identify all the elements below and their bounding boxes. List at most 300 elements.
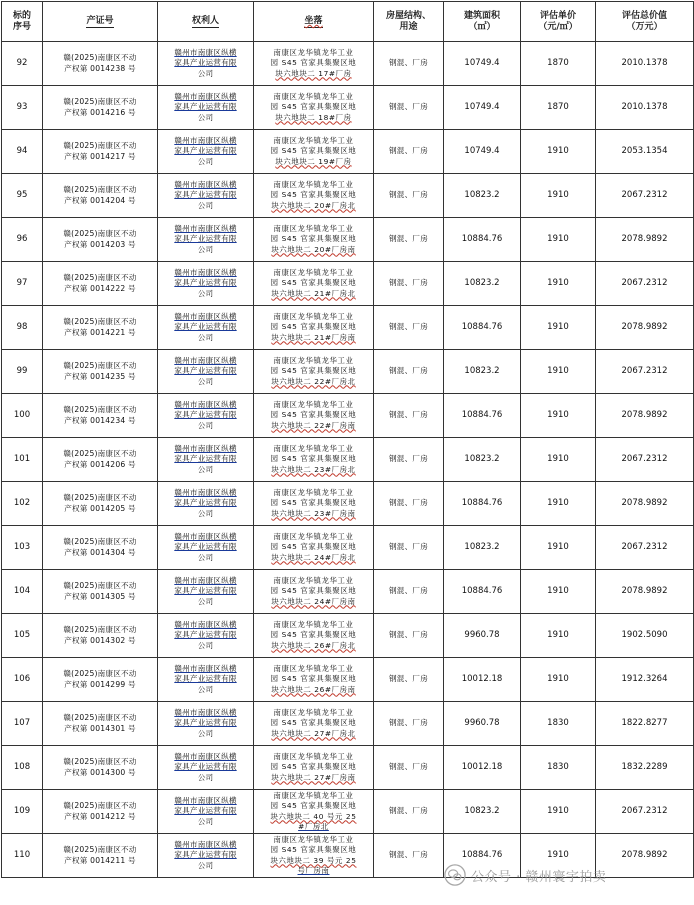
location-line: 园 S45 官家具集聚区地 bbox=[270, 322, 357, 332]
owner-line: 公司 bbox=[197, 420, 214, 430]
seq-cell: 101 bbox=[2, 438, 43, 482]
owner-line: 公司 bbox=[197, 816, 214, 826]
header-seq: 标的 序号 bbox=[2, 2, 43, 42]
seq-cell: 99 bbox=[2, 350, 43, 394]
cert-line: 产权第 0014299 号 bbox=[64, 679, 136, 689]
owner-line: 公司 bbox=[197, 200, 214, 210]
total-cell: 2078.9892 bbox=[596, 218, 694, 262]
table-row bbox=[2, 482, 694, 526]
unit-price-cell: 1910 bbox=[521, 570, 596, 614]
cert-line: 产权第 0014203 号 bbox=[64, 239, 136, 249]
total-cell: 1902.5090 bbox=[596, 614, 694, 658]
owner-line: 公司 bbox=[197, 728, 214, 738]
cert-cell bbox=[43, 130, 158, 174]
owner-line: 赣州市南康区纵横 bbox=[174, 48, 237, 58]
total-cell: 2078.9892 bbox=[596, 482, 694, 526]
unit-price-cell: 1910 bbox=[521, 218, 596, 262]
cert-line: 产权第 0014217 号 bbox=[64, 151, 136, 161]
table-row bbox=[2, 614, 694, 658]
cert-line: 产权第 0014204 号 bbox=[64, 195, 136, 205]
location-line: 南康区龙华镇龙华工业 bbox=[273, 268, 354, 278]
header-cert: 产证号 bbox=[43, 2, 158, 42]
location-line: 园 S45 官家具集聚区地 bbox=[270, 278, 357, 288]
owner-line: 家具产业运营有限 bbox=[174, 278, 237, 288]
total-cell: 2067.2312 bbox=[596, 438, 694, 482]
header-total: 评估总价值 （万元） bbox=[596, 2, 694, 42]
cert-line: 赣(2025)南康区不动 bbox=[63, 493, 137, 503]
cert-cell bbox=[43, 746, 158, 790]
location-line: 园 S45 官家具集聚区地 bbox=[270, 410, 357, 420]
cert-line: 赣(2025)南康区不动 bbox=[63, 581, 137, 591]
owner-line: 公司 bbox=[197, 156, 214, 166]
location-line: 园 S45 官家具集聚区地 bbox=[270, 630, 357, 640]
owner-cell bbox=[158, 306, 254, 350]
location-cell bbox=[254, 482, 374, 526]
owner-cell bbox=[158, 218, 254, 262]
owner-line: 家具产业运营有限 bbox=[174, 322, 237, 332]
unit-price-cell: 1870 bbox=[521, 86, 596, 130]
owner-line: 家具产业运营有限 bbox=[174, 718, 237, 728]
owner-line: 赣州市南康区纵横 bbox=[174, 796, 237, 806]
structure-cell: 钢混、厂房 bbox=[374, 130, 444, 174]
cert-cell bbox=[43, 86, 158, 130]
owner-cell bbox=[158, 526, 254, 570]
owner-line: 家具产业运营有限 bbox=[174, 850, 237, 860]
cert-line: 产权第 0014211 号 bbox=[64, 855, 136, 865]
total-cell: 2078.9892 bbox=[596, 306, 694, 350]
owner-line: 家具产业运营有限 bbox=[174, 498, 237, 508]
location-cell bbox=[254, 702, 374, 746]
structure-cell: 钢混、厂房 bbox=[374, 746, 444, 790]
unit-price-cell: 1910 bbox=[521, 438, 596, 482]
location-line: 园 S45 官家具集聚区地 bbox=[270, 366, 357, 376]
seq-cell: 109 bbox=[2, 790, 43, 834]
cert-cell bbox=[43, 350, 158, 394]
cert-cell bbox=[43, 174, 158, 218]
cert-cell bbox=[43, 702, 158, 746]
area-cell: 10823.2 bbox=[444, 438, 521, 482]
owner-line: 赣州市南康区纵横 bbox=[174, 664, 237, 674]
owner-line: 赣州市南康区纵横 bbox=[174, 752, 237, 762]
cert-line: 赣(2025)南康区不动 bbox=[63, 713, 137, 723]
location-line: 南康区龙华镇龙华工业 bbox=[273, 180, 354, 190]
total-cell: 1822.8277 bbox=[596, 702, 694, 746]
owner-cell bbox=[158, 746, 254, 790]
table-row bbox=[2, 306, 694, 350]
owner-cell bbox=[158, 350, 254, 394]
owner-line: 赣州市南康区纵横 bbox=[174, 180, 237, 190]
location-line: 南康区龙华镇龙华工业 bbox=[273, 620, 354, 630]
area-cell: 10823.2 bbox=[444, 790, 521, 834]
cert-line: 产权第 0014304 号 bbox=[64, 547, 136, 557]
structure-cell: 钢混、厂房 bbox=[374, 394, 444, 438]
table-row bbox=[2, 262, 694, 306]
area-cell: 10749.4 bbox=[444, 86, 521, 130]
location-line: 南康区龙华镇龙华工业 bbox=[273, 576, 354, 586]
owner-line: 赣州市南康区纵横 bbox=[174, 488, 237, 498]
cert-cell bbox=[43, 218, 158, 262]
location-line: #厂房北 bbox=[298, 821, 329, 831]
cert-cell bbox=[43, 482, 158, 526]
owner-line: 家具产业运营有限 bbox=[174, 674, 237, 684]
location-line: 南康区龙华镇龙华工业 bbox=[273, 532, 354, 542]
owner-line: 家具产业运营有限 bbox=[174, 234, 237, 244]
area-cell: 10823.2 bbox=[444, 526, 521, 570]
cert-cell bbox=[43, 658, 158, 702]
owner-line: 家具产业运营有限 bbox=[174, 454, 237, 464]
structure-cell: 钢混、厂房 bbox=[374, 834, 444, 878]
location-cell bbox=[254, 262, 374, 306]
structure-cell: 钢混、厂房 bbox=[374, 218, 444, 262]
structure-cell: 钢混、厂房 bbox=[374, 702, 444, 746]
owner-line: 家具产业运营有限 bbox=[174, 146, 237, 156]
owner-line: 公司 bbox=[197, 68, 214, 78]
total-cell: 2067.2312 bbox=[596, 174, 694, 218]
owner-cell bbox=[158, 834, 254, 878]
table-row bbox=[2, 438, 694, 482]
cert-line: 赣(2025)南康区不动 bbox=[63, 449, 137, 459]
owner-cell bbox=[158, 394, 254, 438]
location-cell bbox=[254, 614, 374, 658]
owner-line: 赣州市南康区纵横 bbox=[174, 136, 237, 146]
location-line: 块六地块二 18#厂房 bbox=[275, 112, 352, 122]
cert-line: 产权第 0014234 号 bbox=[64, 415, 136, 425]
owner-cell bbox=[158, 570, 254, 614]
cert-cell bbox=[43, 790, 158, 834]
location-line: 块六地块二 23#厂房南 bbox=[271, 508, 356, 518]
table-row bbox=[2, 350, 694, 394]
unit-price-cell: 1910 bbox=[521, 306, 596, 350]
location-line: 南康区龙华镇龙华工业 bbox=[273, 708, 354, 718]
structure-cell: 钢混、厂房 bbox=[374, 174, 444, 218]
cert-line: 产权第 0014216 号 bbox=[64, 107, 136, 117]
area-cell: 10823.2 bbox=[444, 350, 521, 394]
location-line: 块六地块二 24#厂房南 bbox=[271, 596, 356, 606]
owner-line: 赣州市南康区纵横 bbox=[174, 532, 237, 542]
owner-cell bbox=[158, 482, 254, 526]
unit-price-cell: 1910 bbox=[521, 790, 596, 834]
structure-cell: 钢混、厂房 bbox=[374, 86, 444, 130]
structure-cell: 钢混、厂房 bbox=[374, 438, 444, 482]
owner-line: 家具产业运营有限 bbox=[174, 586, 237, 596]
owner-line: 赣州市南康区纵横 bbox=[174, 224, 237, 234]
owner-line: 家具产业运营有限 bbox=[174, 190, 237, 200]
location-line: 园 S45 官家具集聚区地 bbox=[270, 498, 357, 508]
location-line: 园 S45 官家具集聚区地 bbox=[270, 845, 357, 855]
area-cell: 10884.76 bbox=[444, 218, 521, 262]
owner-line: 家具产业运营有限 bbox=[174, 762, 237, 772]
structure-cell: 钢混、厂房 bbox=[374, 526, 444, 570]
structure-cell: 钢混、厂房 bbox=[374, 614, 444, 658]
owner-cell bbox=[158, 130, 254, 174]
owner-line: 公司 bbox=[197, 508, 214, 518]
property-table bbox=[1, 1, 694, 878]
owner-line: 家具产业运营有限 bbox=[174, 630, 237, 640]
area-cell: 10749.4 bbox=[444, 42, 521, 86]
owner-cell bbox=[158, 42, 254, 86]
table-row bbox=[2, 174, 694, 218]
seq-cell: 107 bbox=[2, 702, 43, 746]
location-line: 南康区龙华镇龙华工业 bbox=[273, 835, 354, 845]
structure-cell: 钢混、厂房 bbox=[374, 350, 444, 394]
cert-line: 产权第 0014238 号 bbox=[64, 63, 136, 73]
area-cell: 10823.2 bbox=[444, 174, 521, 218]
location-line: 园 S45 官家具集聚区地 bbox=[270, 102, 357, 112]
owner-line: 赣州市南康区纵横 bbox=[174, 312, 237, 322]
location-line: 块六地块二 40 号元 25 bbox=[270, 811, 357, 821]
area-cell: 10012.18 bbox=[444, 658, 521, 702]
location-line: 南康区龙华镇龙华工业 bbox=[273, 224, 354, 234]
header-owner: 权利人 bbox=[158, 2, 254, 42]
location-line: 块六地块二 20#厂房南 bbox=[271, 244, 356, 254]
structure-cell: 钢混、厂房 bbox=[374, 790, 444, 834]
unit-price-cell: 1910 bbox=[521, 614, 596, 658]
owner-cell bbox=[158, 702, 254, 746]
location-line: 块六地块二 24#厂房北 bbox=[271, 552, 356, 562]
owner-line: 赣州市南康区纵横 bbox=[174, 620, 237, 630]
location-line: 块六地块二 26#厂房南 bbox=[271, 684, 356, 694]
area-cell: 10012.18 bbox=[444, 746, 521, 790]
owner-cell bbox=[158, 174, 254, 218]
location-cell bbox=[254, 658, 374, 702]
cert-line: 赣(2025)南康区不动 bbox=[63, 537, 137, 547]
location-line: 园 S45 官家具集聚区地 bbox=[270, 190, 357, 200]
seq-cell: 93 bbox=[2, 86, 43, 130]
table-row bbox=[2, 42, 694, 86]
unit-price-cell: 1830 bbox=[521, 702, 596, 746]
owner-line: 公司 bbox=[197, 860, 214, 870]
location-line: 块六地块二 17#厂房 bbox=[275, 68, 352, 78]
location-cell bbox=[254, 834, 374, 878]
table-row bbox=[2, 570, 694, 614]
location-line: 块六地块二 19#厂房 bbox=[275, 156, 352, 166]
location-line: 块六地块二 27#厂房北 bbox=[271, 728, 356, 738]
total-cell: 2010.1378 bbox=[596, 86, 694, 130]
area-cell: 10884.76 bbox=[444, 306, 521, 350]
cert-line: 产权第 0014222 号 bbox=[64, 283, 136, 293]
cert-cell bbox=[43, 614, 158, 658]
location-cell bbox=[254, 746, 374, 790]
cert-line: 产权第 0014206 号 bbox=[64, 459, 136, 469]
location-line: 南康区龙华镇龙华工业 bbox=[273, 48, 354, 58]
seq-cell: 108 bbox=[2, 746, 43, 790]
location-line: 南康区龙华镇龙华工业 bbox=[273, 356, 354, 366]
cert-line: 产权第 0014235 号 bbox=[64, 371, 136, 381]
total-cell: 2078.9892 bbox=[596, 834, 694, 878]
seq-cell: 106 bbox=[2, 658, 43, 702]
area-cell: 9960.78 bbox=[444, 702, 521, 746]
owner-line: 公司 bbox=[197, 464, 214, 474]
header-unit-price: 评估单价 （元/㎡） bbox=[521, 2, 596, 42]
structure-cell: 钢混、厂房 bbox=[374, 570, 444, 614]
seq-cell: 98 bbox=[2, 306, 43, 350]
total-cell: 2078.9892 bbox=[596, 394, 694, 438]
location-line: 园 S45 官家具集聚区地 bbox=[270, 58, 357, 68]
unit-price-cell: 1910 bbox=[521, 482, 596, 526]
cert-line: 产权第 0014301 号 bbox=[64, 723, 136, 733]
location-line: 块六地块二 27#厂房南 bbox=[271, 772, 356, 782]
seq-cell: 96 bbox=[2, 218, 43, 262]
header-area: 建筑面积 （㎡） bbox=[444, 2, 521, 42]
cert-line: 赣(2025)南康区不动 bbox=[63, 229, 137, 239]
owner-line: 公司 bbox=[197, 332, 214, 342]
cert-line: 产权第 0014302 号 bbox=[64, 635, 136, 645]
location-cell bbox=[254, 174, 374, 218]
location-line: 块六地块二 26#厂房北 bbox=[271, 640, 356, 650]
cert-line: 赣(2025)南康区不动 bbox=[63, 361, 137, 371]
owner-cell bbox=[158, 614, 254, 658]
location-line: 南康区龙华镇龙华工业 bbox=[273, 791, 354, 801]
location-line: 块六地块二 39 号元 25 bbox=[270, 855, 357, 865]
location-cell bbox=[254, 438, 374, 482]
owner-line: 赣州市南康区纵横 bbox=[174, 576, 237, 586]
cert-line: 赣(2025)南康区不动 bbox=[63, 405, 137, 415]
cert-line: 产权第 0014221 号 bbox=[64, 327, 136, 337]
location-line: 块六地块二 20#厂房北 bbox=[271, 200, 356, 210]
location-line: 南康区龙华镇龙华工业 bbox=[273, 400, 354, 410]
location-cell bbox=[254, 86, 374, 130]
location-line: 园 S45 官家具集聚区地 bbox=[270, 542, 357, 552]
owner-line: 家具产业运营有限 bbox=[174, 542, 237, 552]
table-header-row bbox=[2, 2, 694, 42]
seq-cell: 105 bbox=[2, 614, 43, 658]
cert-cell bbox=[43, 834, 158, 878]
cert-line: 赣(2025)南康区不动 bbox=[63, 53, 137, 63]
location-line: 园 S45 官家具集聚区地 bbox=[270, 234, 357, 244]
location-cell bbox=[254, 42, 374, 86]
owner-line: 公司 bbox=[197, 244, 214, 254]
cert-cell bbox=[43, 42, 158, 86]
cert-line: 赣(2025)南康区不动 bbox=[63, 317, 137, 327]
unit-price-cell: 1910 bbox=[521, 658, 596, 702]
owner-line: 家具产业运营有限 bbox=[174, 366, 237, 376]
structure-cell: 钢混、厂房 bbox=[374, 42, 444, 86]
cert-cell bbox=[43, 394, 158, 438]
seq-cell: 94 bbox=[2, 130, 43, 174]
owner-line: 赣州市南康区纵横 bbox=[174, 356, 237, 366]
location-line: 南康区龙华镇龙华工业 bbox=[273, 444, 354, 454]
table-row bbox=[2, 218, 694, 262]
unit-price-cell: 1910 bbox=[521, 394, 596, 438]
location-line: 南康区龙华镇龙华工业 bbox=[273, 312, 354, 322]
cert-line: 赣(2025)南康区不动 bbox=[63, 141, 137, 151]
location-line: 园 S45 官家具集聚区地 bbox=[270, 586, 357, 596]
watermark-text: 公众号 · 赣州寰宇拍卖 bbox=[471, 869, 607, 885]
unit-price-cell: 1830 bbox=[521, 746, 596, 790]
owner-line: 赣州市南康区纵横 bbox=[174, 840, 237, 850]
cert-cell bbox=[43, 306, 158, 350]
total-cell: 1832.2289 bbox=[596, 746, 694, 790]
structure-cell: 钢混、厂房 bbox=[374, 262, 444, 306]
owner-line: 家具产业运营有限 bbox=[174, 806, 237, 816]
location-line: 南康区龙华镇龙华工业 bbox=[273, 664, 354, 674]
location-cell bbox=[254, 394, 374, 438]
location-line: 块六地块二 22#厂房北 bbox=[271, 376, 356, 386]
cert-line: 赣(2025)南康区不动 bbox=[63, 273, 137, 283]
owner-line: 家具产业运营有限 bbox=[174, 58, 237, 68]
location-line: 园 S45 官家具集聚区地 bbox=[270, 762, 357, 772]
seq-cell: 100 bbox=[2, 394, 43, 438]
owner-cell bbox=[158, 86, 254, 130]
location-cell bbox=[254, 218, 374, 262]
owner-cell bbox=[158, 438, 254, 482]
table-row bbox=[2, 86, 694, 130]
area-cell: 10884.76 bbox=[444, 570, 521, 614]
location-cell bbox=[254, 526, 374, 570]
seq-cell: 110 bbox=[2, 834, 43, 878]
table-row bbox=[2, 658, 694, 702]
watermark bbox=[444, 864, 606, 886]
seq-cell: 103 bbox=[2, 526, 43, 570]
owner-line: 公司 bbox=[197, 288, 214, 298]
structure-cell: 钢混、厂房 bbox=[374, 482, 444, 526]
cert-line: 产权第 0014212 号 bbox=[64, 811, 136, 821]
owner-line: 公司 bbox=[197, 376, 214, 386]
owner-line: 家具产业运营有限 bbox=[174, 410, 237, 420]
table-row bbox=[2, 526, 694, 570]
owner-line: 家具产业运营有限 bbox=[174, 102, 237, 112]
owner-line: 公司 bbox=[197, 684, 214, 694]
structure-cell: 钢混、厂房 bbox=[374, 658, 444, 702]
owner-line: 公司 bbox=[197, 112, 214, 122]
owner-line: 公司 bbox=[197, 640, 214, 650]
cert-line: 赣(2025)南康区不动 bbox=[63, 625, 137, 635]
location-line: 块六地块二 21#厂房北 bbox=[271, 288, 356, 298]
cert-line: 产权第 0014305 号 bbox=[64, 591, 136, 601]
cert-line: 产权第 0014205 号 bbox=[64, 503, 136, 513]
area-cell: 10884.76 bbox=[444, 394, 521, 438]
owner-line: 公司 bbox=[197, 552, 214, 562]
location-cell bbox=[254, 570, 374, 614]
cert-line: 赣(2025)南康区不动 bbox=[63, 97, 137, 107]
location-line: 块六地块二 21#厂房南 bbox=[271, 332, 356, 342]
location-line: 南康区龙华镇龙华工业 bbox=[273, 488, 354, 498]
location-line: 南康区龙华镇龙华工业 bbox=[273, 136, 354, 146]
seq-cell: 92 bbox=[2, 42, 43, 86]
cert-line: 赣(2025)南康区不动 bbox=[63, 185, 137, 195]
unit-price-cell: 1870 bbox=[521, 42, 596, 86]
cert-line: 赣(2025)南康区不动 bbox=[63, 757, 137, 767]
cert-line: 赣(2025)南康区不动 bbox=[63, 801, 137, 811]
owner-line: 赣州市南康区纵横 bbox=[174, 400, 237, 410]
seq-cell: 104 bbox=[2, 570, 43, 614]
cert-cell bbox=[43, 438, 158, 482]
area-cell: 10823.2 bbox=[444, 262, 521, 306]
location-line: 南康区龙华镇龙华工业 bbox=[273, 752, 354, 762]
total-cell: 2053.1354 bbox=[596, 130, 694, 174]
owner-cell bbox=[158, 658, 254, 702]
header-structure: 房屋结构、 用途 bbox=[374, 2, 444, 42]
owner-cell bbox=[158, 262, 254, 306]
unit-price-cell: 1910 bbox=[521, 350, 596, 394]
total-cell: 2067.2312 bbox=[596, 526, 694, 570]
location-cell bbox=[254, 790, 374, 834]
table-row bbox=[2, 130, 694, 174]
location-cell bbox=[254, 306, 374, 350]
location-line: 园 S45 官家具集聚区地 bbox=[270, 674, 357, 684]
location-line: 园 S45 官家具集聚区地 bbox=[270, 801, 357, 811]
cert-cell bbox=[43, 570, 158, 614]
owner-cell bbox=[158, 790, 254, 834]
unit-price-cell: 1910 bbox=[521, 174, 596, 218]
cert-cell bbox=[43, 526, 158, 570]
owner-line: 公司 bbox=[197, 596, 214, 606]
total-cell: 2067.2312 bbox=[596, 790, 694, 834]
cert-cell bbox=[43, 262, 158, 306]
unit-price-cell: 1910 bbox=[521, 262, 596, 306]
cert-line: 赣(2025)南康区不动 bbox=[63, 669, 137, 679]
structure-cell: 钢混、厂房 bbox=[374, 306, 444, 350]
